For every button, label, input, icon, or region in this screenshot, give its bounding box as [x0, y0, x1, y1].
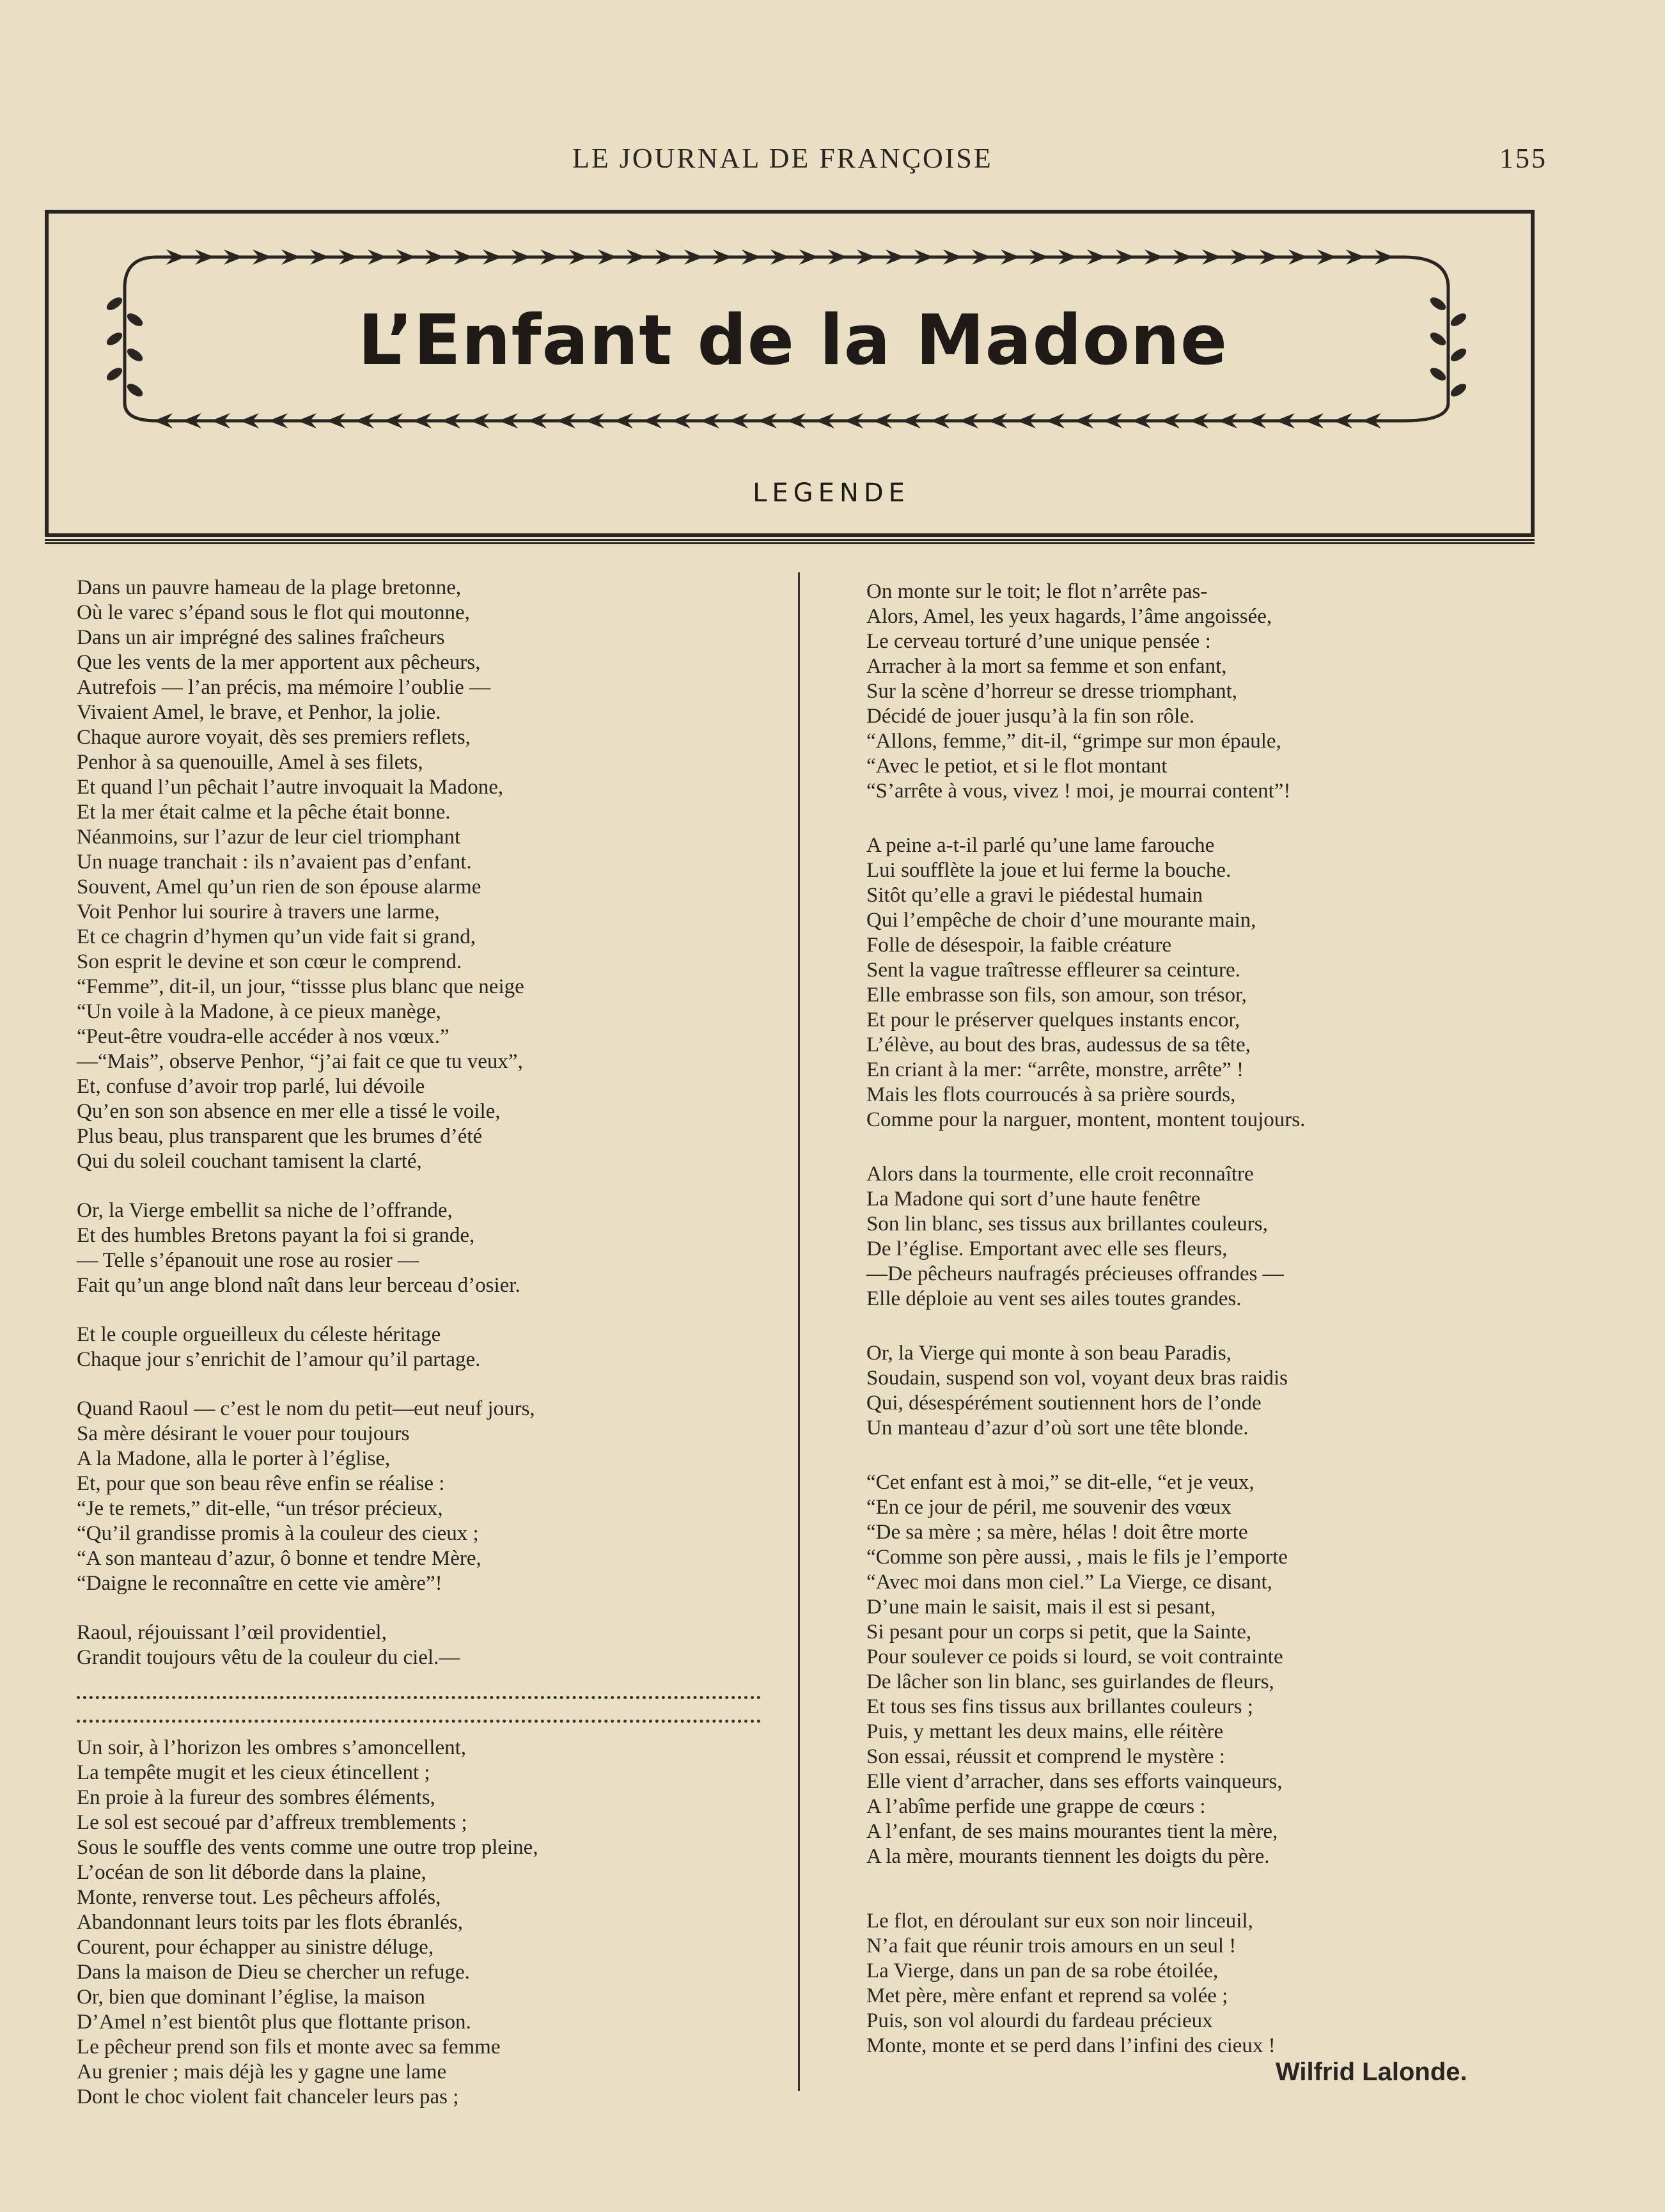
verse-line: Qui, désespérément soutiennent hors de l’onde [866, 1392, 1262, 1415]
verse-line: Et des humbles Bretons payant la foi si grande, [77, 1224, 475, 1247]
verse-line: Quand Raoul — c’est le nom du petit—eut neuf jours, [77, 1397, 535, 1420]
verse-line: Et quand l’un pêchait l’autre invoquait la Madone, [77, 776, 504, 799]
verse-line: “Qu’il grandisse promis à la couleur des cieux ; [77, 1522, 479, 1545]
verse-line: Et la mer était calme et la pêche était bonne. [77, 801, 451, 824]
stanza [77, 1620, 780, 1670]
verse-line: Et, pour que son beau rêve enfin se réalise : [77, 1472, 445, 1495]
verse-line: En criant à la mer: “arrête, monstre, arrête” ! [866, 1058, 1244, 1081]
verse-line: Chaque jour s’enrichit de l’amour qu’il partage. [77, 1348, 481, 1371]
verse-line: Le sol est secoué par d’affreux tremblements ; [77, 1811, 467, 1834]
verse-line: Courent, pour échapper au sinistre déluge, [77, 1936, 434, 1959]
verse-line: Décidé de jouer jusqu’à la fin son rôle. [866, 705, 1195, 728]
verse-line: Lui soufflète la joue et lui ferme la bouche. [866, 859, 1231, 882]
verse-line: “Femme”, dit-il, un jour, “tissse plus blanc que neige [77, 975, 524, 998]
verse-line: Met père, mère enfant et reprend sa volée ; [866, 1984, 1228, 2007]
verse-line: A l’enfant, de ses mains mourantes tient la mère, [866, 1820, 1278, 1843]
verse-line: A la Madone, alla le porter à l’église, [77, 1447, 391, 1470]
verse-line: —“Mais”, observe Penhor, “j’ai fait ce que tu veux”, [77, 1050, 523, 1073]
verse-line: “De sa mère ; sa mère, hélas ! doit être morte [866, 1521, 1248, 1544]
verse-line: Et ce chagrin d’hymen qu’un vide fait si grand, [77, 925, 476, 948]
verse-line: Vivaient Amel, le brave, et Penhor, la jolie. [77, 701, 441, 724]
verse-line: Dans la maison de Dieu se chercher un refuge. [77, 1961, 470, 1984]
verse-line: “Avec le petiot, et si le flot montant [866, 755, 1168, 778]
verse-line: Mais les flots courroucés à sa prière sourds, [866, 1083, 1236, 1106]
verse-line: Dont le choc violent fait chanceler leurs pas ; [77, 2085, 459, 2108]
stanza [866, 1162, 1531, 1312]
verse-line: Son essai, réussit et comprend le mystère : [866, 1745, 1225, 1768]
stanza [77, 1322, 780, 1372]
verse-line: Monte, renverse tout. Les pêcheurs affolés, [77, 1886, 441, 1909]
verse-line: La Madone qui sort d’une haute fenêtre [866, 1188, 1201, 1211]
verse-line: Raoul, réjouissant l’œil providentiel, [77, 1621, 387, 1644]
verse-line: Un soir, à l’horizon les ombres s’amoncellent, [77, 1736, 467, 1759]
verse-line: Qu’en son son absence en mer elle a tissé le voile, [77, 1100, 501, 1123]
verse-line: Sur la scène d’horreur se dresse triomphant, [866, 680, 1238, 703]
page-number: 155 [1499, 143, 1547, 174]
verse-line: Le pêcheur prend son fils et monte avec sa femme [77, 2036, 501, 2059]
verse-line: Arracher à la mort sa femme et son enfant, [866, 655, 1227, 678]
column-divider [798, 572, 800, 2091]
verse-line: Or, bien que dominant l’église, la maison [77, 1986, 425, 2009]
verse-line: N’a fait que réunir trois amours en un seul ! [866, 1934, 1237, 1957]
verse-line: Que les vents de la mer apportent aux pêcheurs, [77, 651, 481, 674]
verse-line: Qui l’empêche de choir d’une mourante main, [866, 909, 1256, 932]
title-divider [45, 539, 1535, 544]
journal-title: LE JOURNAL DE FRANÇOISE [572, 143, 993, 174]
verse-line: Alors dans la tourmente, elle croit reconnaître [866, 1163, 1254, 1186]
verse-line: —De pêcheurs naufragés précieuses offrandes — [866, 1262, 1284, 1285]
verse-line: Où le varec s’épand sous le flot qui moutonne, [77, 601, 470, 624]
stanza [866, 1341, 1531, 1441]
verse-line: “Cet enfant est à moi,” se dit-elle, “et je veux, [866, 1471, 1255, 1494]
verse-line: Un nuage tranchait : ils n’avaient pas d’enfant. [77, 851, 472, 874]
verse-line: D’une main le saisit, mais il est si pesant, [866, 1596, 1216, 1619]
verse-line: Un manteau d’azur d’où sort une tête blonde. [866, 1416, 1249, 1439]
verse-line: Soudain, suspend son vol, voyant deux bras raidis [866, 1367, 1288, 1390]
verse-line: Sitôt qu’elle a gravi le piédestal humain [866, 884, 1203, 907]
verse-line: Elle déploie au vent ses ailes toutes grandes. [866, 1287, 1242, 1310]
verse-line: Le cerveau torturé d’une unique pensée : [866, 630, 1211, 653]
verse-line: Plus beau, plus transparent que les brumes d’été [77, 1125, 483, 1148]
verse-line: Puis, y mettant les deux mains, elle réitère [866, 1720, 1224, 1743]
verse-line: Or, la Vierge qui monte à son beau Paradis, [866, 1342, 1232, 1365]
verse-line: Grandit toujours vêtu de la couleur du ciel.— [77, 1646, 460, 1669]
stanza [77, 1397, 780, 1596]
verse-line: Et le couple orgueilleux du céleste héritage [77, 1323, 441, 1346]
verse-line: “Avec moi dans mon ciel.” La Vierge, ce disant, [866, 1571, 1272, 1594]
verse-line: Son esprit le devine et son cœur le comprend. [77, 950, 462, 973]
verse-line: Souvent, Amel qu’un rien de son épouse alarme [77, 875, 481, 898]
verse-line: Si pesant pour un corps si petit, que la Sainte, [866, 1620, 1252, 1643]
verse-line: Penhor à sa quenouille, Amel à ses filets, [77, 751, 423, 774]
verse-line: “A son manteau d’azur, ô bonne et tendre Mère, [77, 1547, 481, 1570]
verse-line: Autrefois — l’an précis, ma mémoire l’oublie — [77, 676, 490, 699]
verse-line: “Comme son père aussi, , mais le fils je l’emporte [866, 1546, 1288, 1569]
verse-line: Abandonnant leurs toits par les flots ébranlés, [77, 1911, 463, 1934]
article-title: L’Enfant de la Madone [357, 301, 1228, 380]
verse-line: Elle vient d’arracher, dans ses efforts vainqueurs, [866, 1770, 1283, 1793]
verse-line: Voit Penhor lui sourire à travers une larme, [77, 900, 440, 923]
author-signature: Wilfrid Lalonde. [1276, 2058, 1467, 2086]
verse-line: De l’église. Emportant avec elle ses fleurs, [866, 1237, 1228, 1260]
verse-line: “S’arrête à vous, vivez ! moi, je mourrai content”! [866, 780, 1291, 803]
verse-line: Sa mère désirant le vouer pour toujours [77, 1422, 410, 1445]
verse-line: “Peut-être voudra-elle accéder à nos vœux.” [77, 1025, 449, 1048]
poem-right-column [866, 579, 1531, 2083]
verse-line: “En ce jour de péril, me souvenir des vœux [866, 1496, 1231, 1519]
stanza [77, 576, 780, 1174]
verse-line: L’océan de son lit déborde dans la plaine, [77, 1861, 426, 1884]
stanza [866, 1909, 1531, 2059]
dotted-separator [77, 1670, 761, 1699]
verse-line: Dans un pauvre hameau de la plage bretonne, [77, 576, 462, 599]
verse-line: La tempête mugit et les cieux étincellent ; [77, 1761, 430, 1784]
verse-line: Chaque aurore voyait, dès ses premiers reflets, [77, 726, 471, 749]
stanza [77, 1736, 780, 2110]
verse-line: D’Amel n’est bientôt plus que flottante prison. [77, 2011, 471, 2034]
verse-line: Dans un air imprégné des salines fraîcheurs [77, 626, 445, 649]
verse-line: “Daigne le reconnaître en cette vie amère”! [77, 1572, 442, 1595]
verse-line: Et tous ses fins tissus aux brillantes couleurs ; [866, 1695, 1253, 1718]
verse-line: Alors, Amel, les yeux hagards, l’âme angoissée, [866, 605, 1272, 628]
stanza [866, 1470, 1531, 1869]
verse-line: Pour soulever ce poids si lourd, se voit contrainte [866, 1645, 1283, 1668]
verse-line: “Allons, femme,” dit-il, “grimpe sur mon épaule, [866, 730, 1281, 753]
verse-line: “Je te remets,” dit-elle, “un trésor précieux, [77, 1497, 443, 1520]
poem-left-column [77, 576, 780, 2134]
verse-line: — Telle s’épanouit une rose au rosier — [77, 1249, 419, 1272]
verse-line: Et pour le préserver quelques instants encor, [866, 1008, 1240, 1031]
verse-line: A l’abîme perfide une grappe de cœurs : [866, 1795, 1206, 1818]
article-subtitle: LEGENDE [753, 478, 910, 508]
verse-line: Son lin blanc, ses tissus aux brillantes couleurs, [866, 1212, 1268, 1235]
verse-line: Comme pour la narguer, montent, montent toujours. [866, 1108, 1306, 1131]
verse-line: Au grenier ; mais déjà les y gagne une lame [77, 2060, 447, 2083]
verse-line: Sous le souffle des vents comme une outre trop pleine, [77, 1836, 538, 1859]
verse-line: A la mère, mourants tiennent les doigts du père. [866, 1845, 1270, 1868]
verse-line: De lâcher son lin blanc, ses guirlandes de fleurs, [866, 1670, 1274, 1693]
verse-line: Fait qu’un ange blond naît dans leur berceau d’osier. [77, 1274, 520, 1297]
stanza [866, 833, 1531, 1133]
verse-line: L’élève, au bout des bras, audessus de sa tête, [866, 1033, 1251, 1056]
verse-line: Folle de désespoir, la faible créature [866, 934, 1171, 957]
stanza [866, 579, 1531, 804]
verse-line: Néanmoins, sur l’azur de leur ciel triomphant [77, 826, 461, 849]
verse-line: En proie à la fureur des sombres éléments, [77, 1786, 435, 1809]
dotted-separator [77, 1706, 761, 1723]
verse-line: Et, confuse d’avoir trop parlé, lui dévoile [77, 1075, 425, 1098]
verse-line: Monte, monte et se perd dans l’infini des cieux ! [866, 2034, 1276, 2057]
stanza [77, 1198, 780, 1298]
verse-line: Qui du soleil couchant tamisent la clarté, [77, 1150, 422, 1173]
verse-line: Sent la vague traîtresse effleurer sa ceinture. [866, 959, 1240, 982]
verse-line: On monte sur le toit; le flot n’arrête pas- [866, 580, 1208, 603]
verse-line: Elle embrasse son fils, son amour, son trésor, [866, 984, 1247, 1007]
verse-line: “Un voile à la Madone, à ce pieux manège, [77, 1000, 441, 1023]
verse-line: Puis, son vol alourdi du fardeau précieux [866, 2009, 1213, 2032]
verse-line: A peine a-t-il parlé qu’une lame farouche [866, 834, 1215, 857]
verse-line: Le flot, en déroulant sur eux son noir linceuil, [866, 1910, 1253, 1933]
verse-line: Or, la Vierge embellit sa niche de l’offrande, [77, 1199, 453, 1222]
verse-line: La Vierge, dans un pan de sa robe étoilée, [866, 1959, 1219, 1982]
